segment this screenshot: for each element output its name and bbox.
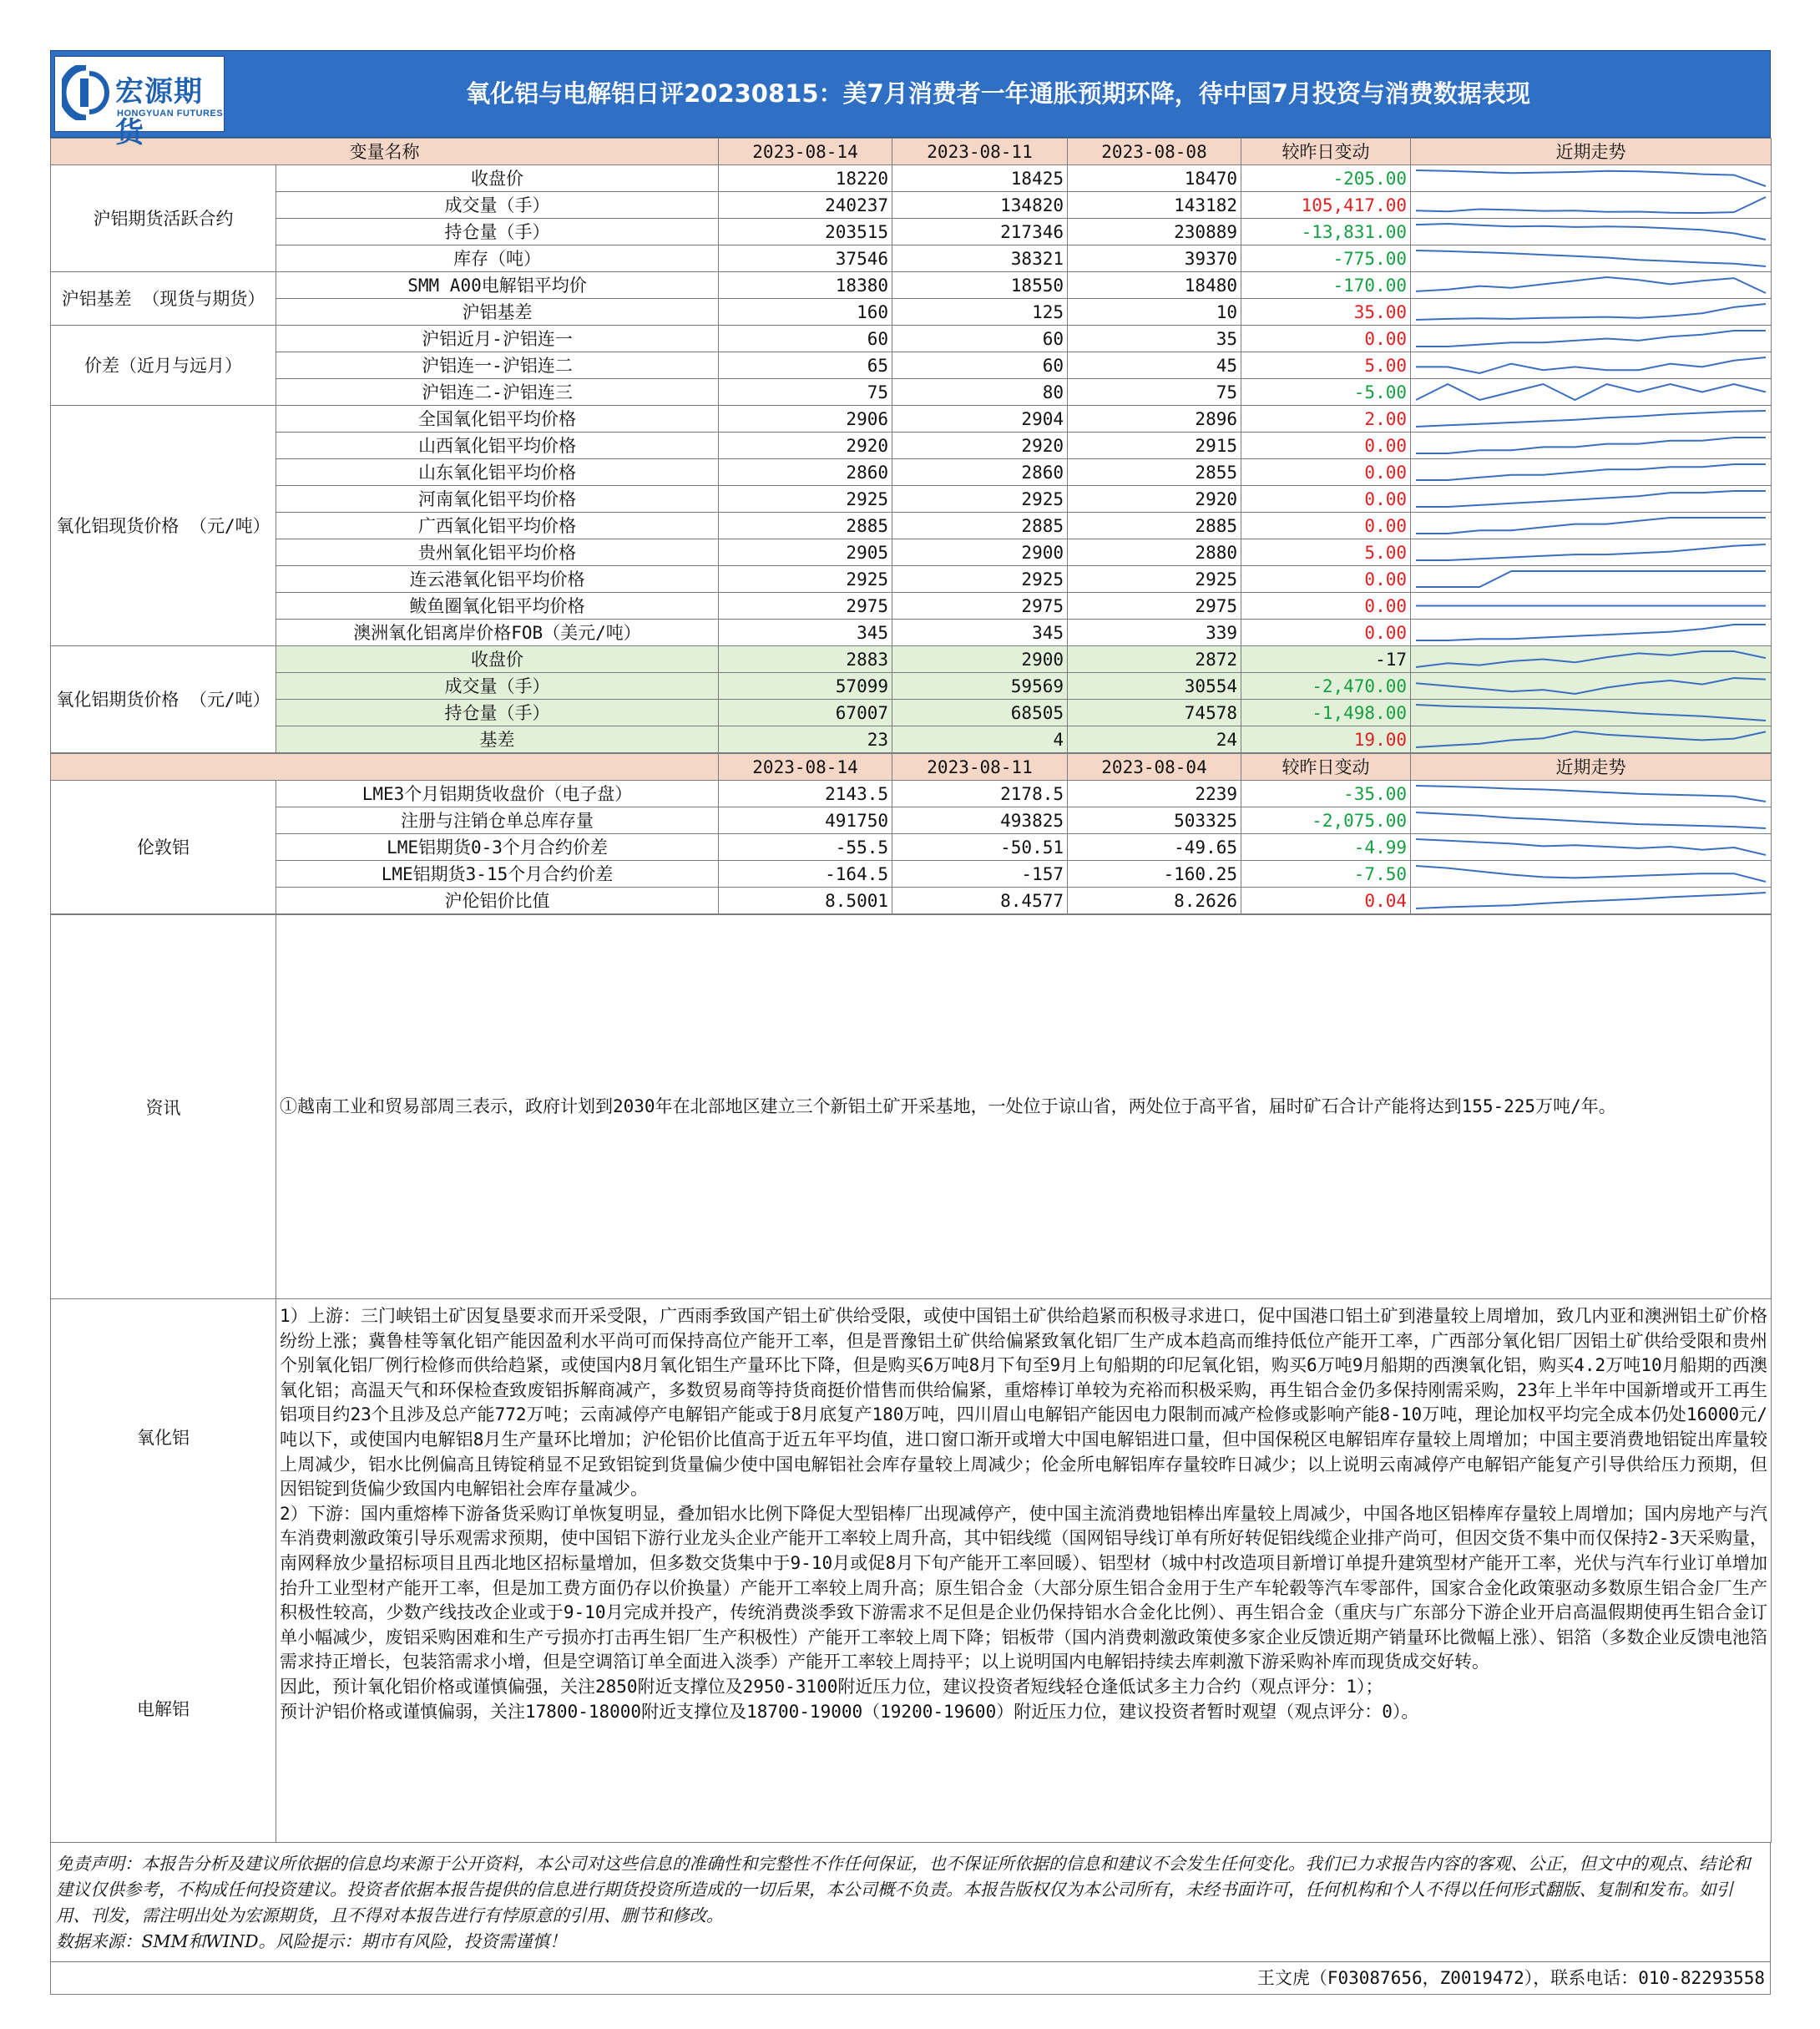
table-row [51,700,1772,726]
value-date3: 18470 [1068,165,1241,192]
variable-name: 广西氧化铝平均价格 [276,513,719,539]
value-date3: 2880 [1068,539,1241,566]
table-row [51,352,1772,379]
value-date3: 2239 [1068,781,1241,807]
trend-cell [1411,379,1772,406]
value-date3: 230889 [1068,219,1241,245]
value-date3: 39370 [1068,245,1241,272]
trend-cell [1411,673,1772,700]
sparkline [1411,673,1771,699]
value-date3: 8.2626 [1068,888,1241,914]
value-date1: 491750 [719,807,892,834]
value-date3: 24 [1068,726,1241,753]
col-header-date2: 2023-08-11 [892,754,1068,781]
variable-name: 沪铝连一-沪铝连二 [276,352,719,379]
trend-cell [1411,888,1772,914]
value-date3: 2915 [1068,433,1241,459]
change-value: 0.04 [1241,888,1411,914]
trend-cell [1411,433,1772,459]
variable-name: 基差 [276,726,719,753]
value-date3: 2885 [1068,513,1241,539]
value-date1: -164.5 [719,861,892,888]
trend-cell [1411,513,1772,539]
company-logo [54,56,225,149]
header-row [51,754,1772,781]
table-row [51,513,1772,539]
col-header-trend: 近期走势 [1411,139,1772,165]
col-header-date1: 2023-08-14 [719,139,892,165]
variable-name: 持仓量（手） [276,700,719,726]
sparkline-path [1416,866,1766,882]
variable-name: 全国氧化铝平均价格 [276,406,719,433]
value-date3: 339 [1068,620,1241,646]
trend-cell [1411,245,1772,272]
change-value: 2.00 [1241,406,1411,433]
trend-cell [1411,272,1772,299]
variable-name: 收盘价 [276,646,719,673]
value-date2: 493825 [892,807,1068,834]
trend-cell [1411,192,1772,219]
value-date2: 2925 [892,566,1068,593]
sparkline-path [1416,731,1766,747]
news-text: ①越南工业和贸易部周三表示，政府计划到2030年在北部地区建立三个新铝土矿开采基地，一处位于谅山省，两处位于高平省，届时矿石合计产能将达到155-225万吨/年。 [276,915,1772,1299]
value-date3: 2975 [1068,593,1241,620]
sparkline [1411,326,1771,352]
report-sheet [50,50,1771,1995]
value-date3: 45 [1068,352,1241,379]
value-date2: 134820 [892,192,1068,219]
value-date1: 23 [719,726,892,753]
value-date1: 203515 [719,219,892,245]
report-title: 氧化铝与电解铝日评20230815：美7月消费者一年通胀预期环降，待中国7月投资与消费数据表现 [466,79,1530,108]
category-label: 氧化铝现货价格 （元/吨） [51,406,276,646]
sparkline-path [1416,411,1766,427]
value-date1: 2920 [719,433,892,459]
table-row [51,379,1772,406]
disclaimer-block [50,1843,1771,1962]
variable-name: 贵州氧化铝平均价格 [276,539,719,566]
trend-cell [1411,486,1772,513]
sparkline-path [1416,250,1766,266]
table-row [51,861,1772,888]
value-date2: 38321 [892,245,1068,272]
sparkline [1411,726,1771,752]
value-date2: 18425 [892,165,1068,192]
sparkline-path [1416,277,1766,293]
change-value: -205.00 [1241,165,1411,192]
variable-name: 库存（吨） [276,245,719,272]
value-date2: 2904 [892,406,1068,433]
sparkline [1411,245,1771,271]
alumina-label: 氧化铝 [137,1428,190,1448]
table-row [51,272,1772,299]
analysis-row [51,1299,1772,1843]
sparkline [1411,861,1771,887]
trend-cell [1411,726,1772,753]
sparkline [1411,700,1771,726]
change-value: 5.00 [1241,539,1411,566]
analysis-upstream: 1）上游：三门峡铝土矿因复垦要求而开采受限，广西雨季致国产铝土矿供给受限，或使中国铝土矿供给趋紧而积极寻求进口，促中国港口铝土矿到港量较上周增加，致几内亚和澳洲铝土矿价格纷纷上涨；冀鲁桂等氧化铝产能因盈利水平尚可而保持高位产能开工率，但是晋豫铝土矿供给偏紧致氧化铝厂生产成本趋高而维持低位产能开工率，广西部分氧化铝厂因铝土矿供给受限和贵州个别氧化铝厂例行检修而供给趋紧，或使国内8月氧化铝生产量环比下降，但是购买6万吨8月下旬至9月上旬船期的印尼氧化铝，购买6万吨9月船期的西澳氧化铝，购买4.2万吨10月船期的西澳氧化铝；高温天气和环保检查致废铝拆解商减产，多数贸易商等持货商挺价惜售而供给偏紧，重熔棒订单较为充裕而积极采购，再生铝合金仍多保持刚需采购，23年上半年中国新增或开工再生铝项目约23个且涉及总产能772万吨；云南减停产电解铝产能或于8月底复产180万吨，四川眉山电解铝产能因电力限制而减产检修或影响产能8-10万吨，理论加权平均完全成本仍处16000元/吨以下，或使国内电解铝8月生产量环比增加；沪伦铝价比值高于近五年平均值，进口窗口渐开或增大中国电解铝进口量，但中国保税区电解铝库存量较上周增加；中国主要消费地铝锭出库量较上周减少，铝水比例偏高且铸锭稍显不足致铝锭到货量偏少使中国电解铝社会库存量较上周减少；伦金所电解铝库存量较昨日减少；以上说明云南减停产电解铝产能复产引导供给压力预期，但因铝锭到货偏少致国内电解铝社会库存量减少。 [280,1306,1767,1500]
change-value: -170.00 [1241,272,1411,299]
value-date1: 67007 [719,700,892,726]
value-date1: -55.5 [719,834,892,861]
value-date3: 2855 [1068,459,1241,486]
sparkline-path [1416,678,1766,694]
change-value: 0.00 [1241,486,1411,513]
electrolytic-aluminum-label: 电解铝 [137,1699,190,1719]
trend-cell [1411,834,1772,861]
value-date1: 18380 [719,272,892,299]
sparkline [1411,433,1771,458]
value-date2: -50.51 [892,834,1068,861]
change-value: -1,498.00 [1241,700,1411,726]
variable-name: 河南氧化铝平均价格 [276,486,719,513]
value-date2: 2885 [892,513,1068,539]
trend-cell [1411,326,1772,352]
table-row [51,192,1772,219]
analysis-labels [51,1299,276,1843]
value-date1: 2860 [719,459,892,486]
sparkline [1411,406,1771,432]
sparkline-path [1416,197,1766,213]
variable-name: 鲅鱼圈氧化铝平均价格 [276,593,719,620]
trend-cell [1411,459,1772,486]
analysis-alumina-view: 因此，预计氧化铝价格或谨慎偏强，关注2850附近支撑位及2950-3100附近压力位，建议投资者短线轻仓逢低试多主力合约（观点评分：1）； [280,1676,1383,1697]
trend-cell [1411,352,1772,379]
sparkline-path [1416,786,1766,802]
trend-cell [1411,861,1772,888]
col-header-name [51,754,719,781]
sparkline [1411,781,1771,807]
table-row [51,219,1772,245]
change-value: 0.00 [1241,326,1411,352]
value-date3: 2920 [1068,486,1241,513]
change-value: 0.00 [1241,593,1411,620]
sparkline-path [1416,518,1766,534]
variable-name: 山西氧化铝平均价格 [276,433,719,459]
table-row [51,539,1772,566]
variable-name: 连云港氧化铝平均价格 [276,566,719,593]
sparkline-path [1416,384,1766,400]
analysis-text [276,1299,1772,1843]
category-label: 伦敦铝 [51,781,276,914]
change-value: 0.00 [1241,513,1411,539]
trend-cell [1411,807,1772,834]
table-row [51,673,1772,700]
category-label: 沪铝期货活跃合约 [51,165,276,272]
logo-english-name: HONGYUAN FUTURES [117,109,224,119]
value-date2: 2178.5 [892,781,1068,807]
trend-cell [1411,406,1772,433]
variable-name: SMM A00电解铝平均价 [276,272,719,299]
logo-chinese-name: 宏源期货 [115,75,203,149]
value-date1: 8.5001 [719,888,892,914]
table-row [51,165,1772,192]
value-date2: 68505 [892,700,1068,726]
sparkline-path [1416,839,1766,855]
value-date3: 74578 [1068,700,1241,726]
trend-cell [1411,781,1772,807]
value-date1: 18220 [719,165,892,192]
sparkline [1411,219,1771,245]
table-row [51,726,1772,753]
value-date1: 2925 [719,566,892,593]
value-date3: 143182 [1068,192,1241,219]
variable-name: 沪铝近月-沪铝连一 [276,326,719,352]
change-value: -7.50 [1241,861,1411,888]
trend-cell [1411,700,1772,726]
category-label: 沪铝基差 （现货与期货） [51,272,276,326]
news-row [51,915,1772,1299]
col-header-date3: 2023-08-08 [1068,139,1241,165]
value-date1: 2883 [719,646,892,673]
value-date1: 2975 [719,593,892,620]
value-date2: 60 [892,352,1068,379]
value-date1: 60 [719,326,892,352]
sparkline-path [1416,705,1766,721]
hongyuan-logo-icon [62,65,110,120]
change-value: 0.00 [1241,566,1411,593]
sparkline [1411,299,1771,325]
news-label: 资讯 [51,915,276,1299]
table-row [51,834,1772,861]
trend-cell [1411,165,1772,192]
variable-name: 山东氧化铝平均价格 [276,459,719,486]
change-value: 0.00 [1241,620,1411,646]
value-date2: 2900 [892,539,1068,566]
change-value: 105,417.00 [1241,192,1411,219]
variable-name: 持仓量（手） [276,219,719,245]
sparkline [1411,539,1771,565]
sparkline [1411,379,1771,405]
sparkline [1411,513,1771,539]
value-date3: -49.65 [1068,834,1241,861]
sparkline-path [1416,464,1766,480]
value-date2: 2920 [892,433,1068,459]
variable-name: LME铝期货3-15个月合约价差 [276,861,719,888]
value-date3: 2896 [1068,406,1241,433]
trend-cell [1411,566,1772,593]
table-row [51,646,1772,673]
category-label: 氧化铝期货价格 （元/吨） [51,646,276,753]
variable-name: 收盘价 [276,165,719,192]
report-header [50,50,1771,149]
table-row [51,566,1772,593]
value-date2: 125 [892,299,1068,326]
value-date2: 60 [892,326,1068,352]
sparkline-path [1416,571,1766,587]
change-value: -4.99 [1241,834,1411,861]
analysis-aluminum-view: 预计沪铝价格或谨慎偏弱，关注17800-18000附近支撑位及18700-19000（19200-19600）附近压力位，建议投资者暂时观望（观点评分：0）。 [280,1701,1419,1722]
sparkline [1411,807,1771,833]
change-value: -2,470.00 [1241,673,1411,700]
value-date1: 240237 [719,192,892,219]
analyst-contact: 王文虎（F03087656，Z0019472），联系电话：010-82293558 [50,1962,1771,1995]
sparkline-path [1416,170,1766,186]
sparkline [1411,888,1771,913]
sparkline [1411,620,1771,645]
value-date3: 503325 [1068,807,1241,834]
variable-name: LME铝期货0-3个月合约价差 [276,834,719,861]
value-date2: 345 [892,620,1068,646]
col-header-trend: 近期走势 [1411,754,1772,781]
sparkline-path [1416,224,1766,240]
sparkline [1411,834,1771,860]
value-date3: -160.25 [1068,861,1241,888]
value-date2: 59569 [892,673,1068,700]
sparkline-path [1416,625,1766,640]
value-date1: 37546 [719,245,892,272]
variable-name: LME3个月铝期货收盘价（电子盘） [276,781,719,807]
change-value: 35.00 [1241,299,1411,326]
sparkline [1411,165,1771,191]
col-header-change: 较昨日变动 [1241,139,1411,165]
variable-name: 澳洲氧化铝离岸价格FOB（美元/吨） [276,620,719,646]
value-date1: 57099 [719,673,892,700]
header-row [51,139,1772,165]
variable-name: 沪铝基差 [276,299,719,326]
sparkline [1411,566,1771,592]
value-date1: 2143.5 [719,781,892,807]
trend-cell [1411,219,1772,245]
sparkline-path [1416,651,1766,667]
value-date2: 2975 [892,593,1068,620]
sparkline-path [1416,331,1766,347]
table-row [51,459,1772,486]
value-date1: 160 [719,299,892,326]
value-date1: 75 [719,379,892,406]
data-source-text: 数据来源：SMM和WIND。风险提示：期市有风险，投资需谨慎！ [56,1931,567,1951]
variable-name: 注册与注销仓单总库存量 [276,807,719,834]
sparkline [1411,593,1771,619]
value-date3: 18480 [1068,272,1241,299]
sparkline [1411,352,1771,378]
col-header-change: 较昨日变动 [1241,754,1411,781]
commentary-table [50,914,1772,1843]
change-value: -13,831.00 [1241,219,1411,245]
value-date3: 35 [1068,326,1241,352]
variable-name: 成交量（手） [276,192,719,219]
sparkline-path [1416,812,1766,828]
value-date2: 2900 [892,646,1068,673]
change-value: -17 [1241,646,1411,673]
table-row [51,807,1772,834]
value-date2: 8.4577 [892,888,1068,914]
value-date2: 217346 [892,219,1068,245]
value-date3: 30554 [1068,673,1241,700]
value-date2: 80 [892,379,1068,406]
table-row [51,486,1772,513]
table-row [51,781,1772,807]
value-date1: 2906 [719,406,892,433]
category-label: 价差（近月与远月） [51,326,276,406]
value-date3: 2925 [1068,566,1241,593]
sparkline-path [1416,491,1766,507]
sparkline-path [1416,304,1766,320]
value-date2: 2925 [892,486,1068,513]
value-date2: -157 [892,861,1068,888]
disclaimer-text: 免责声明：本报告分析及建议所依据的信息均来源于公开资料，本公司对这些信息的准确性和完整性不作任何保证，也不保证所依据的信息和建议不会发生任何变化。我们已力求报告内容的客观、公正，但文中的观点、结论和建议仅供参考，不构成任何投资建议。投资者依据本报告提供的信息进行期货投资所造成的一切后果，本公司概不负责。本报告版权仅为本公司所有，未经书面许可，任何机构和个人不得以任何形式翻版、复制和发布。如引用、刊发，需注明出处为宏源期货，且不得对本报告进行有悖原意的引用、删节和修改。 [56,1854,1751,1925]
table-row [51,888,1772,914]
value-date1: 65 [719,352,892,379]
table-row [51,620,1772,646]
table-row [51,245,1772,272]
value-date1: 2905 [719,539,892,566]
variable-name: 沪铝连二-沪铝连三 [276,379,719,406]
sparkline [1411,486,1771,512]
value-date1: 345 [719,620,892,646]
table-row [51,593,1772,620]
sparkline-path [1416,544,1766,560]
table-row [51,433,1772,459]
analysis-downstream: 2）下游：国内重熔棒下游备货采购订单恢复明显，叠加铝水比例下降促大型铝棒厂出现减停产，使中国主流消费地铝棒出库量较上周减少，中国各地区铝棒库存量较上周增加；国内房地产与汽车消费刺激政策引导乐观需求预期，使中国铝下游行业龙头企业产能开工率较上周升高，其中铝线缆（国网铝导线订单有所好转促铝线缆企业排产尚可，但因交货不集中而仅保持2-3天采购量，南网释放少量招标项目且西北地区招标量增加，但多数交货集中于9-10月或促8月下旬产能开工率回暖）、铝型材（城中村改造项目新增订单提升建筑型材产能开工率，光伏与汽车行业订单增加抬升工业型材产能开工率，但是加工费方面仍存以价换量）产能开工率较上周升高；原生铝合金（大部分原生铝合金用于生产车轮毂等汽车零部件，国家合金化政策驱动多数原生铝合金厂生产积极性较高，少数产线技改企业或于9-10月完成并投产，传统消费淡季致下游需求不足但是企业仍保持铝水合金化比例）、再生铝合金（重庆与广东部分下游企业开启高温假期使再生铝合金订单小幅减少，废铝采购困难和生产亏损亦打击再生铝厂生产积极性）产能开工率较上周下降；铝板带（国内消费刺激政策使多家企业反馈近期产销量环比微幅上涨）、铝箔（多数企业反馈电池箔需求持正增长，包装箔需求小增，但是空调箔订单全面进入淡季）产能开工率较上周持平；以上说明国内电解铝持续去库刺激下游采购补库而现货成交好转。 [280,1503,1767,1672]
value-date3: 2872 [1068,646,1241,673]
change-value: 0.00 [1241,459,1411,486]
trend-cell [1411,593,1772,620]
change-value: 19.00 [1241,726,1411,753]
sparkline [1411,459,1771,485]
col-header-date1: 2023-08-14 [719,754,892,781]
col-header-date2: 2023-08-11 [892,139,1068,165]
change-value: 5.00 [1241,352,1411,379]
value-date3: 10 [1068,299,1241,326]
table-row [51,406,1772,433]
value-date2: 2860 [892,459,1068,486]
sparkline-path [1416,438,1766,453]
table-row [51,299,1772,326]
change-value: -775.00 [1241,245,1411,272]
sparkline-path [1416,893,1766,908]
change-value: -2,075.00 [1241,807,1411,834]
col-header-date3: 2023-08-04 [1068,754,1241,781]
sparkline [1411,272,1771,298]
value-date2: 18550 [892,272,1068,299]
variable-name: 沪伦铝价比值 [276,888,719,914]
change-value: 0.00 [1241,433,1411,459]
col-header-name: 变量名称 [51,139,719,165]
lme-data-table [50,753,1772,914]
trend-cell [1411,620,1772,646]
change-value: -5.00 [1241,379,1411,406]
value-date1: 2885 [719,513,892,539]
market-data-table [50,138,1772,753]
sparkline [1411,646,1771,672]
sparkline [1411,192,1771,218]
table-row [51,326,1772,352]
value-date3: 75 [1068,379,1241,406]
value-date1: 2925 [719,486,892,513]
variable-name: 成交量（手） [276,673,719,700]
change-value: -35.00 [1241,781,1411,807]
sparkline-path [1416,357,1766,373]
value-date2: 4 [892,726,1068,753]
trend-cell [1411,646,1772,673]
trend-cell [1411,299,1772,326]
trend-cell [1411,539,1772,566]
